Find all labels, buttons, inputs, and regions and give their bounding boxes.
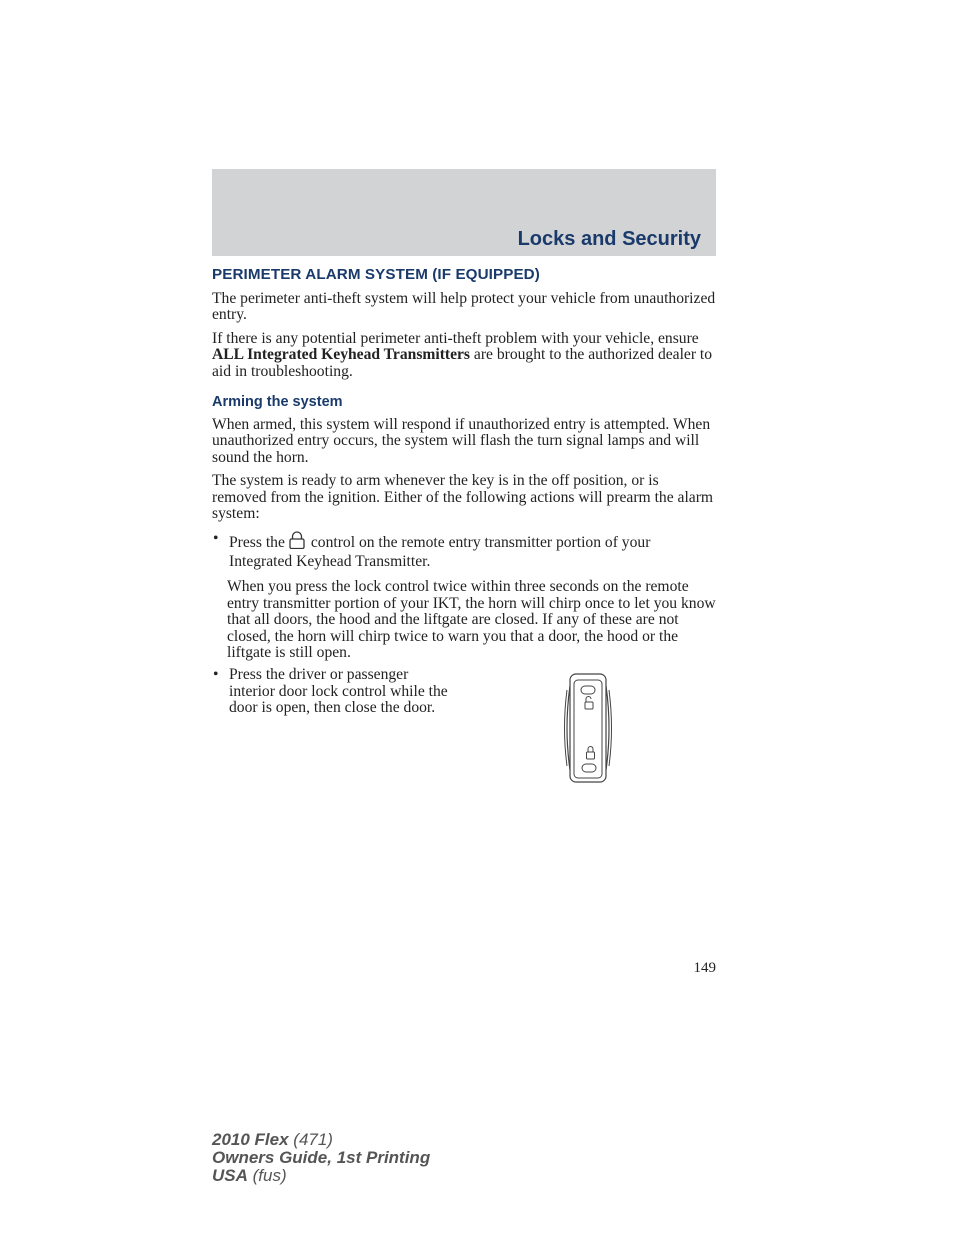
- list-item: [212, 667, 451, 716]
- chapter-title: Locks and Security: [517, 228, 701, 250]
- section-header-band: [212, 169, 716, 256]
- bullet2-text: Press the driver or passenger interior door lock control while the door is open, then close the door.: [229, 666, 448, 717]
- armed-paragraph: When armed, this system will respond if unauthorized entry is attempted. When unauthorized entry occurs, the system will flash the turn signal lamps and will sound the horn.: [212, 416, 711, 466]
- footer-imprint: [212, 1131, 430, 1185]
- page-number: 149: [693, 960, 716, 976]
- footer-line-market: [212, 1167, 430, 1185]
- ready-paragraph: The system is ready to arm whenever the key is in the off position, or is removed from the ignition. Either of the following actions will prearm the alarm system:: [212, 472, 714, 523]
- bullet1-start: Press the: [229, 534, 285, 552]
- intro-paragraph: The perimeter anti-theft system will help protect your vehicle from unauthorized entry.: [212, 290, 716, 324]
- dealer-text-end: are brought to the authorized dealer to aid in troubleshooting.: [212, 346, 713, 380]
- bullet1-end: control on the remote entry transmitter portion of your Integrated Keyhead Transmitter.: [229, 534, 651, 570]
- dealer-text-start: If there is any potential perimeter anti-theft problem with your vehicle, ensure: [212, 329, 699, 347]
- footer-market: USA: [212, 1166, 248, 1185]
- lock-icon: [287, 531, 307, 553]
- footer-market-code: (fus): [247, 1166, 287, 1185]
- lock-twice-note: When you press the lock control twice within three seconds on the remote entry transmitter portion of your IKT, the horn will chirp once to let you know that all doors, the hood and the liftgate are closed. If any of these are not closed, the horn will chirp twice to warn you that a door, the hood or the liftgate is still open.: [227, 578, 716, 661]
- footer-model-code: (471): [288, 1130, 333, 1149]
- footer-line-printing: Owners Guide, 1st Printing: [212, 1148, 431, 1167]
- bullet-dot: •: [213, 530, 219, 548]
- dealer-paragraph: [212, 331, 716, 380]
- subsection-heading: Arming the system: [212, 394, 343, 411]
- list-item: [212, 531, 716, 570]
- keyhead-emphasis: ALL Integrated Keyhead Transmitters: [212, 346, 471, 364]
- section-heading: PERIMETER ALARM SYSTEM (IF EQUIPPED): [212, 266, 540, 283]
- page-content: [212, 266, 716, 724]
- door-lock-switch-icon: [562, 672, 616, 789]
- footer-model: 2010 Flex: [212, 1130, 289, 1149]
- bullet-dot: •: [213, 666, 219, 684]
- footer-line-model: [212, 1131, 430, 1149]
